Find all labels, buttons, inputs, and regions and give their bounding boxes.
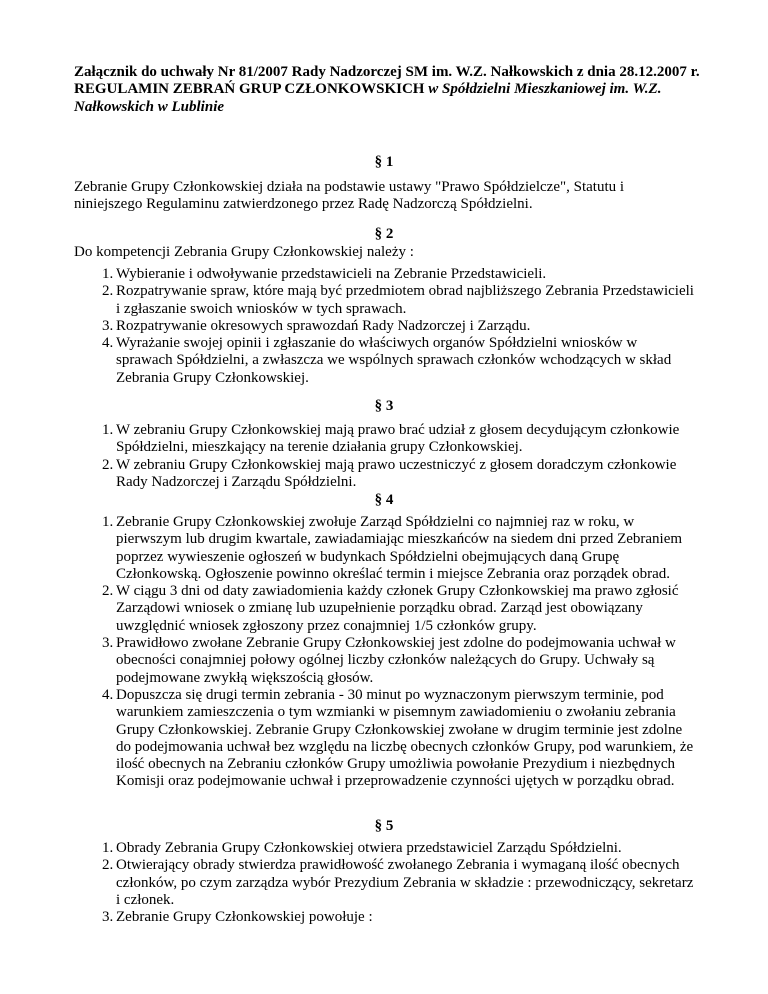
list-item: [74, 422, 694, 457]
section-2-list: [74, 266, 694, 387]
list-item-text: Obrady Zebrania Grupy Członkowskiej otwiera przedstawiciel Zarządu Spółdzielni.: [116, 840, 622, 856]
list-item: [74, 840, 694, 857]
list-item-text: W zebraniu Grupy Członkowskiej mają prawo brać udział z głosem decydującym członkowie Spółdzielni, mieszkający na terenie działania grupy Członkowskiej.: [116, 422, 680, 456]
list-item: [74, 514, 694, 583]
list-item-number: 3.: [102, 909, 114, 926]
list-item-text: W zebraniu Grupy Członkowskiej mają prawo uczestniczyć z głosem doradczym członkowie Rady Nadzorczej i Zarządu Spółdzielni.: [116, 456, 677, 490]
section-3-list: [74, 422, 694, 491]
section-2-title: § 2: [374, 226, 394, 242]
list-item: [74, 283, 694, 318]
regulation-title: [74, 81, 734, 116]
section-5-title: § 5: [374, 818, 394, 834]
section-4-list: [74, 514, 694, 791]
list-item-number: 1.: [102, 840, 114, 856]
list-item: [74, 687, 694, 791]
list-item-text: W ciągu 3 dni od daty zawiadomienia każdy członek Grupy Członkowskiej ma prawo zgłosić Zarządowi wniosek o zmianę lub uzupełnienie porządku obrad. Zarząd jest obowiązany uwzględnić wniosek zgłoszony przez conajmniej 1/5 członków grupy.: [116, 583, 679, 634]
list-item-text: Rozpatrywanie spraw, które mają być przedmiotem obrad najbliższego Zebrania Przedstawicieli i zgłaszanie swoich wniosków w tych sprawach.: [116, 283, 694, 317]
list-item-text: Rozpatrywanie okresowych sprawozdań Rady Nadzorczej i Zarządu.: [116, 317, 531, 334]
section-1-text: Zebranie Grupy Członkowskiej działa na podstawie ustawy "Prawo Spółdzielcze", Statutu i niniejszego Regulaminu zatwierdzonego przez Radę Nadzorczą Spółdzielni.: [74, 179, 625, 213]
list-item-number: 1.: [102, 514, 114, 530]
list-item-text: Zebranie Grupy Członkowskiej zwołuje Zarząd Spółdzielni co najmniej raz w roku, w pierwszym lub drugim kwartale, zawiadamiając mieszkańców na siedem dni przed Zebraniem poprzez wywieszenie ogłoszeń w budynkach Spółdzielni obejmujących daną Grupę Członkowską. Ogłoszenie powinno określać termin i miejsce Zebrania oraz porządek obrad.: [116, 514, 683, 582]
list-item-number: 4.: [102, 335, 114, 352]
section-1-title: § 1: [374, 154, 394, 170]
list-item: [74, 635, 694, 687]
list-item: [74, 909, 694, 926]
regulation-title-bold: REGULAMIN ZEBRAŃ GRUP CZŁONKOWSKICH: [74, 81, 425, 98]
list-item-number: 4.: [102, 686, 114, 703]
list-item-number: 2.: [102, 583, 114, 600]
list-item-number: 2.: [102, 456, 114, 473]
list-item-text: Zebranie Grupy Członkowskiej powołuje :: [116, 909, 373, 926]
list-item: [74, 457, 694, 492]
list-item: [74, 266, 694, 283]
list-item-text: Otwierający obrady stwierdza prawidłowość zwołanego Zebrania i wymaganą ilość obecnych członków, po czym zarządza wybór Prezydium Zebrania w składzie : przewodniczący, sekretarz i członek.: [116, 857, 694, 908]
list-item: [74, 318, 694, 335]
list-item-number: 1.: [102, 422, 114, 438]
list-item-number: 1.: [102, 266, 114, 282]
list-item: [74, 335, 694, 387]
list-item-number: 2.: [102, 857, 114, 874]
section-2-intro: Do kompetencji Zebrania Grupy Członkowskiej należy :: [74, 244, 414, 260]
list-item-text: Prawidłowo zwołane Zebranie Grupy Członkowskiej jest zdolne do podejmowania uchwał w obecności conajmniej połowy ogólnej liczby członków należących do Grupy. Uchwały są podejmowane zwykłą większością głosów.: [116, 635, 676, 686]
list-item-text: Wybieranie i odwoływanie przedstawicieli na Zebranie Przedstawicieli.: [116, 266, 547, 282]
list-item-number: 3.: [102, 317, 114, 334]
section-4-title: § 4: [374, 492, 394, 508]
section-3-title: § 3: [374, 398, 394, 414]
attachment-line: Załącznik do uchwały Nr 81/2007 Rady Nadzorczej SM im. W.Z. Nałkowskich z dnia 28.12.2007 r.: [74, 64, 700, 80]
list-item-text: Wyrażanie swojej opinii i zgłaszanie do właściwych organów Spółdzielni wniosków w sprawach Spółdzielni, a zwłaszcza we wspólnych sprawach członków wchodzących w skład Zebrania Grupy Członkowskiej.: [116, 335, 672, 386]
list-item-number: 2.: [102, 283, 114, 300]
document-header: [74, 64, 734, 116]
regulation-title-italic: w Spółdzielni Mieszkaniowej im. W.Z. Nałkowskich w Lublinie: [74, 81, 662, 115]
list-item-number: 3.: [102, 635, 114, 652]
list-item-text: Dopuszcza się drugi termin zebrania - 30 minut po wyznaczonym pierwszym terminie, pod warunkiem zamieszczenia o tym wzmianki w pisemnym zawiadomieniu o zwołaniu zebrania Grupy Członkowskiej. Zebranie Grupy Członkowskiej zwołane w drugim terminie jest zdolne do podejmowania uchwał bez względu na liczbę obecnych członków Grupy, pod warunkiem, że ilość obecnych na Zebraniu członków Grupy umożliwia powołanie Prezydium i niezbędnych Komisji oraz podejmowanie uchwał i przeprowadzenie czynności ujętych w porządku obrad.: [116, 686, 694, 790]
list-item: [74, 857, 694, 909]
section-5-list: [74, 840, 694, 926]
list-item: [74, 583, 694, 635]
